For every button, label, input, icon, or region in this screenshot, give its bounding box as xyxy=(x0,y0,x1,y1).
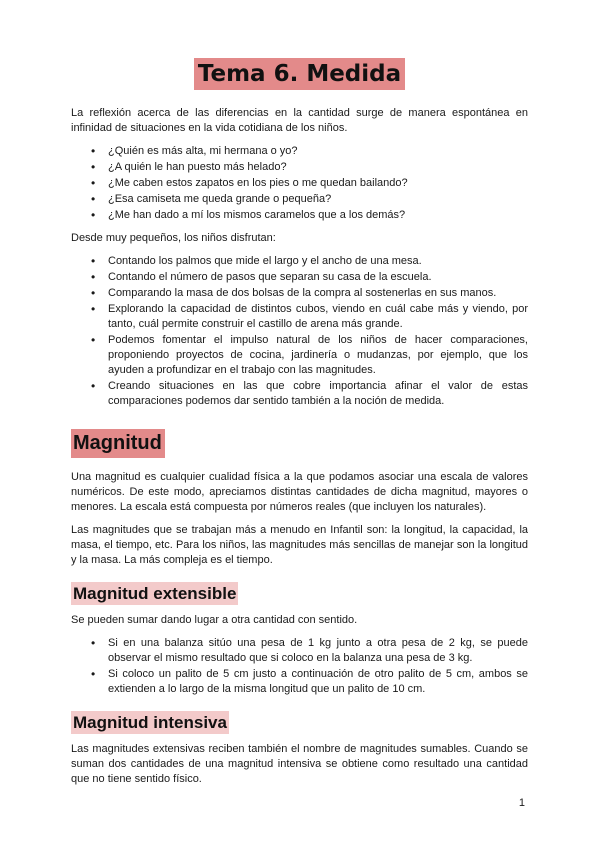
list-item: • ¿Me caben estos zapatos en los pies o me quedan bailando? xyxy=(108,176,528,191)
extensible-heading-wrapper xyxy=(71,582,528,605)
title-wrapper xyxy=(71,58,528,90)
list-item: • Podemos fomentar el impulso natural de los niños de hacer comparaciones, proponiendo proyectos de cocina, jardinería o mudanzas, por ejemplo, que los ayuden a profundizar en el trabajo con las magnitudes. xyxy=(108,333,528,378)
magnitud-heading-wrapper xyxy=(71,429,528,458)
page-content xyxy=(71,58,528,795)
extensible-paragraph: Se pueden sumar dando lugar a otra cantidad con sentido. xyxy=(71,614,358,626)
list-item: • ¿Quién es más alta, mi hermana o yo? xyxy=(108,144,528,159)
list-item: • Creando situaciones en las que cobre importancia afinar el valor de estas comparaciones podemos dar sentido también a la noción de medida. xyxy=(108,379,528,409)
list-item: • Contando el número de pasos que separan su casa de la escuela. xyxy=(108,270,528,285)
intensiva-heading-wrapper xyxy=(71,711,528,734)
list-item: • Si en una balanza sitúo una pesa de 1 kg junto a otra pesa de 2 kg, se puede observar el mismo resultado que si coloco en la balanza una pesa de 3 kg. xyxy=(108,636,528,666)
list-item: • ¿Me han dado a mí los mismos caramelos que a los demás? xyxy=(108,208,528,223)
intensiva-heading: Magnitud intensiva xyxy=(73,713,227,732)
list-item: • Si coloco un palito de 5 cm justo a continuación de otro palito de 5 cm, ambos se extienden a lo largo de la misma longitud que un palito de 10 cm. xyxy=(108,667,528,697)
enjoy-list xyxy=(71,254,528,409)
magnitud-paragraph-1: Una magnitud es cualquier cualidad física a la que podamos asociar una escala de valores numéricos. De este modo, apreciamos distintas cantidades de dicha magnitud, mayores o menores. La escala está compuesta por números reales (que incluyen los naturales). xyxy=(71,471,528,513)
extensible-list xyxy=(71,636,528,697)
page-title: Tema 6. Medida xyxy=(194,58,405,90)
list-item: • ¿Esa camiseta me queda grande o pequeña? xyxy=(108,192,528,207)
extensible-heading: Magnitud extensible xyxy=(73,584,237,603)
intensiva-paragraph: Las magnitudes extensivas reciben también el nombre de magnitudes sumables. Cuando se suman dos cantidades de una magnitud intensiva se obtiene como resultado una cantidad que no tiene sentido físico. xyxy=(71,743,528,785)
list-item: • Contando los palmos que mide el largo y el ancho de una mesa. xyxy=(108,254,528,269)
enjoy-intro-paragraph: Desde muy pequeños, los niños disfrutan: xyxy=(71,232,276,244)
magnitud-heading: Magnitud xyxy=(71,429,165,458)
magnitud-paragraph-2: Las magnitudes que se trabajan más a menudo en Infantil son: la longitud, la capacidad, la masa, el tiempo, etc. Para los niños, las magnitudes más sencillas de manejar son la longitud y la masa. La más compleja es el tiempo. xyxy=(71,524,528,566)
intro-paragraph: La reflexión acerca de las diferencias en la cantidad surge de manera espontánea en infinidad de situaciones en la vida cotidiana de los niños. xyxy=(71,107,528,134)
list-item: • ¿A quién le han puesto más helado? xyxy=(108,160,528,175)
page-number: 1 xyxy=(518,797,525,809)
questions-list xyxy=(71,144,528,223)
list-item: • Explorando la capacidad de distintos cubos, viendo en cuál cabe más y viendo, por tanto, cuál permite construir el castillo de arena más grande. xyxy=(108,302,528,332)
list-item: • Comparando la masa de dos bolsas de la compra al sostenerlas en sus manos. xyxy=(108,286,528,301)
